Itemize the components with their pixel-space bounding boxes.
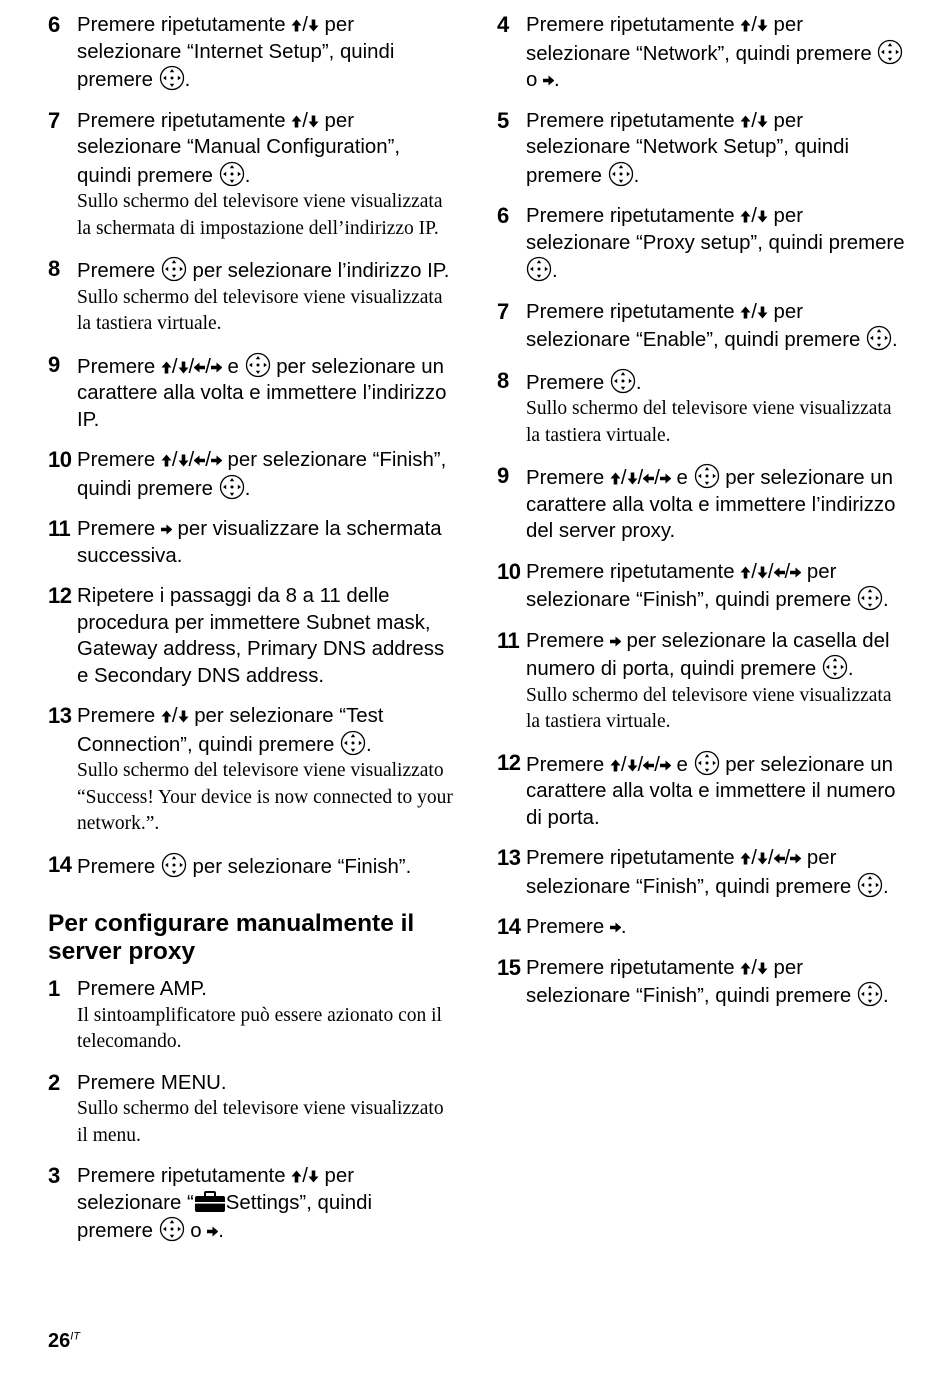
step-1 — [48, 976, 453, 1056]
step-14 — [497, 914, 907, 941]
arrow-left-icon — [194, 454, 205, 467]
step-6 — [48, 12, 453, 94]
arrow-down-icon — [178, 710, 189, 723]
step-content — [77, 256, 453, 338]
step-content — [77, 108, 453, 243]
step-instruction: Premere ripetutamente / per selezionare “Internet Setup”, quindi premere . — [77, 14, 395, 91]
arrow-up-icon — [610, 759, 621, 772]
step-content — [526, 12, 907, 94]
step-13 — [497, 845, 907, 900]
step-number: 9 — [48, 351, 60, 377]
arrow-up-icon — [291, 115, 302, 128]
step-content — [77, 447, 453, 502]
step-number: 10 — [48, 447, 72, 472]
step-content — [526, 368, 907, 450]
step-content — [526, 955, 907, 1010]
arrow-up-icon — [740, 566, 751, 579]
step-instruction: Premere ripetutamente / per selezionare “Finish”, quindi premere . — [526, 956, 889, 1007]
step-note: Sullo schermo del televisore viene visualizzato il menu. — [77, 1098, 444, 1146]
arrow-down-icon — [757, 306, 768, 319]
step-content — [526, 845, 907, 900]
step-instruction: Premere ripetutamente / per selezionare “Manual Configuration”, quindi premere . — [77, 109, 401, 187]
page-number-value: 26 — [48, 1330, 71, 1352]
enter-button-icon — [866, 325, 892, 351]
enter-button-icon — [857, 872, 883, 898]
step-2 — [48, 1070, 453, 1150]
step-6 — [497, 203, 907, 285]
step-note: Sullo schermo del televisore viene visualizzata la tastiera virtuale. — [526, 684, 892, 732]
step-number: 12 — [48, 583, 72, 608]
step-note: Sullo schermo del televisore viene visualizzata la tastiera virtuale. — [77, 286, 443, 334]
step-12 — [497, 750, 907, 832]
step-11 — [48, 516, 453, 569]
enter-button-icon — [161, 256, 187, 282]
step-10 — [497, 559, 907, 614]
enter-button-icon — [877, 39, 903, 65]
arrow-up-icon — [610, 472, 621, 485]
arrow-up-icon — [740, 115, 751, 128]
step-number: 1 — [48, 976, 60, 1001]
arrow-right-icon — [161, 523, 172, 536]
enter-button-icon — [159, 1216, 185, 1242]
step-instruction: Ripetere i passaggi da 8 a 11 delle procedura per immettere Subnet mask, Gateway address, Primary DNS address e Secondary DNS address. — [77, 585, 445, 687]
arrow-right-icon — [610, 921, 621, 934]
arrow-left-icon — [774, 566, 785, 579]
arrow-right-icon — [790, 852, 801, 865]
step-instruction: Premere per selezionare la casella del numero di porta, quindi premere . — [526, 629, 890, 680]
arrow-down-icon — [757, 852, 768, 865]
step-11 — [497, 628, 907, 736]
arrow-down-icon — [757, 566, 768, 579]
step-number: 7 — [48, 107, 60, 133]
step-number: 6 — [497, 203, 509, 228]
enter-button-icon — [161, 852, 187, 878]
step-number: 13 — [48, 703, 72, 728]
arrow-right-icon — [211, 454, 222, 467]
step-9 — [48, 352, 453, 434]
step-instruction: Premere / / / per selezionare “Finish”, quindi premere . — [77, 449, 447, 500]
page-number — [48, 1330, 80, 1353]
step-instruction: Premere . — [526, 368, 907, 397]
step-instruction: Premere ripetutamente / per selezionare “Network”, quindi premere o . — [526, 12, 907, 94]
arrow-left-icon — [643, 472, 654, 485]
step-9 — [497, 463, 907, 545]
enter-button-icon — [610, 368, 636, 394]
arrow-left-icon — [643, 759, 654, 772]
step-8 — [48, 256, 453, 338]
arrow-up-icon — [161, 361, 172, 374]
enter-button-icon — [857, 585, 883, 611]
step-content — [526, 914, 907, 941]
step-number: 6 — [48, 12, 60, 37]
arrow-down-icon — [757, 210, 768, 223]
arrow-up-icon — [740, 306, 751, 319]
arrow-down-icon — [178, 454, 189, 467]
step-number: 11 — [48, 516, 71, 541]
arrow-up-icon — [740, 210, 751, 223]
step-instruction: Premere ripetutamente / per selezionare “Proxy setup”, quindi premere . — [526, 205, 905, 282]
step-number: 4 — [497, 12, 509, 37]
step-content — [526, 750, 907, 832]
step-content — [526, 203, 907, 285]
step-note: Sullo schermo del televisore viene visualizzata la tastiera virtuale. — [526, 398, 892, 446]
arrow-right-icon — [211, 361, 222, 374]
step-number: 14 — [48, 851, 72, 877]
step-7 — [497, 299, 907, 354]
step-content — [77, 583, 453, 689]
step-instruction: Premere per visualizzare la schermata successiva. — [77, 518, 442, 567]
step-15 — [497, 955, 907, 1010]
step-number: 15 — [497, 954, 521, 980]
arrow-left-icon — [774, 852, 785, 865]
arrow-down-icon — [627, 759, 638, 772]
arrow-down-icon — [757, 19, 768, 32]
arrow-up-icon — [161, 710, 172, 723]
arrow-right-icon — [660, 759, 671, 772]
step-content — [77, 352, 453, 434]
steps-group-internet-setup — [48, 12, 453, 880]
step-content — [77, 976, 453, 1056]
arrow-down-icon — [757, 115, 768, 128]
step-content — [526, 559, 907, 614]
arrow-up-icon — [161, 454, 172, 467]
step-content — [77, 1163, 453, 1245]
arrow-right-icon — [543, 74, 554, 87]
step-number: 2 — [48, 1069, 60, 1095]
arrow-down-icon — [757, 962, 768, 975]
arrow-down-icon — [308, 115, 319, 128]
enter-button-icon — [340, 730, 366, 756]
enter-button-icon — [857, 981, 883, 1007]
step-content — [77, 12, 453, 94]
step-number: 10 — [497, 558, 521, 584]
step-content — [526, 463, 907, 545]
enter-button-icon — [159, 65, 185, 91]
step-instruction: Premere per selezionare l’indirizzo IP. — [77, 256, 453, 285]
arrow-right-icon — [790, 566, 801, 579]
step-instruction: Premere . — [526, 916, 627, 938]
arrow-down-icon — [308, 19, 319, 32]
arrow-up-icon — [740, 852, 751, 865]
step-note: Sullo schermo del televisore viene visualizzata la schermata di impostazione dell’indirizzo IP. — [77, 191, 443, 239]
left-column — [48, 12, 453, 1259]
step-instruction: Premere ripetutamente / per selezionare “Enable”, quindi premere . — [526, 300, 898, 351]
step-number: 11 — [497, 627, 520, 653]
step-content — [526, 108, 907, 190]
step-content — [77, 852, 453, 881]
arrow-up-icon — [291, 19, 302, 32]
step-content — [526, 299, 907, 354]
enter-button-icon — [694, 750, 720, 776]
step-number: 3 — [48, 1163, 60, 1188]
arrow-right-icon — [660, 472, 671, 485]
step-13 — [48, 703, 453, 838]
step-number: 8 — [497, 367, 509, 393]
step-number: 8 — [48, 256, 60, 281]
arrow-up-icon — [291, 1170, 302, 1183]
enter-button-icon — [526, 256, 552, 282]
enter-button-icon — [822, 654, 848, 680]
step-number: 14 — [497, 914, 521, 939]
step-number: 12 — [497, 749, 521, 775]
arrow-up-icon — [740, 19, 751, 32]
step-instruction: Premere ripetutamente / per selezionare “Network Setup”, quindi premere . — [526, 109, 850, 187]
arrow-down-icon — [178, 361, 189, 374]
enter-button-icon — [694, 463, 720, 489]
arrow-right-icon — [207, 1225, 218, 1238]
step-instruction: Premere per selezionare “Finish”. — [77, 852, 453, 881]
step-note: Il sintoamplificatore può essere azionato con il telecomando. — [77, 1004, 442, 1052]
step-instruction: Premere / / / e per selezionare un carattere alla volta e immettere il numero di porta. — [526, 750, 907, 832]
settings-toolbox-icon — [194, 1191, 226, 1213]
step-3 — [48, 1163, 453, 1245]
step-content — [77, 1070, 453, 1150]
step-14 — [48, 852, 453, 881]
step-10 — [48, 447, 453, 502]
step-5 — [497, 108, 907, 190]
step-instruction: Premere / per selezionare “Test Connection”, quindi premere . — [77, 705, 384, 756]
right-column — [497, 12, 907, 1024]
step-instruction: Premere / / / e per selezionare un carattere alla volta e immettere l’indirizzo IP. — [77, 352, 453, 434]
step-8 — [497, 368, 907, 450]
arrow-up-icon — [740, 962, 751, 975]
page-locale: IT — [70, 1330, 81, 1343]
enter-button-icon — [219, 474, 245, 500]
steps-group-proxy-setup-continued — [497, 12, 907, 1010]
enter-button-icon — [608, 161, 634, 187]
arrow-right-icon — [610, 635, 621, 648]
step-number: 7 — [497, 298, 509, 324]
section-heading: Per configurare manualmente il server proxy — [48, 910, 415, 965]
step-instruction: Premere ripetutamente / / / per selezionare “Finish”, quindi premere . — [526, 847, 889, 898]
step-7 — [48, 108, 453, 243]
step-instruction: Premere ripetutamente / / / per selezionare “Finish”, quindi premere . — [526, 560, 889, 611]
arrow-down-icon — [308, 1170, 319, 1183]
step-instruction: Premere AMP. — [77, 978, 207, 1000]
step-instruction: Premere MENU. — [77, 1071, 227, 1094]
step-number: 9 — [497, 463, 509, 488]
enter-button-icon — [245, 352, 271, 378]
step-note: Sullo schermo del televisore viene visualizzato “Success! Your device is now connected to your network.”. — [77, 760, 453, 834]
step-instruction: Premere / / / e per selezionare un carattere alla volta e immettere l’indirizzo del server proxy. — [526, 463, 907, 545]
arrow-left-icon — [194, 361, 205, 374]
step-content — [77, 516, 453, 569]
step-number: 13 — [497, 845, 521, 870]
step-number: 5 — [497, 107, 509, 133]
step-content — [77, 703, 453, 838]
step-12 — [48, 583, 453, 689]
enter-button-icon — [219, 161, 245, 187]
step-content — [526, 628, 907, 736]
steps-group-proxy-setup — [48, 976, 453, 1245]
step-4 — [497, 12, 907, 94]
arrow-down-icon — [627, 472, 638, 485]
step-instruction: Premere ripetutamente / per selezionare “ Settings”, quindi premere o . — [77, 1165, 372, 1242]
